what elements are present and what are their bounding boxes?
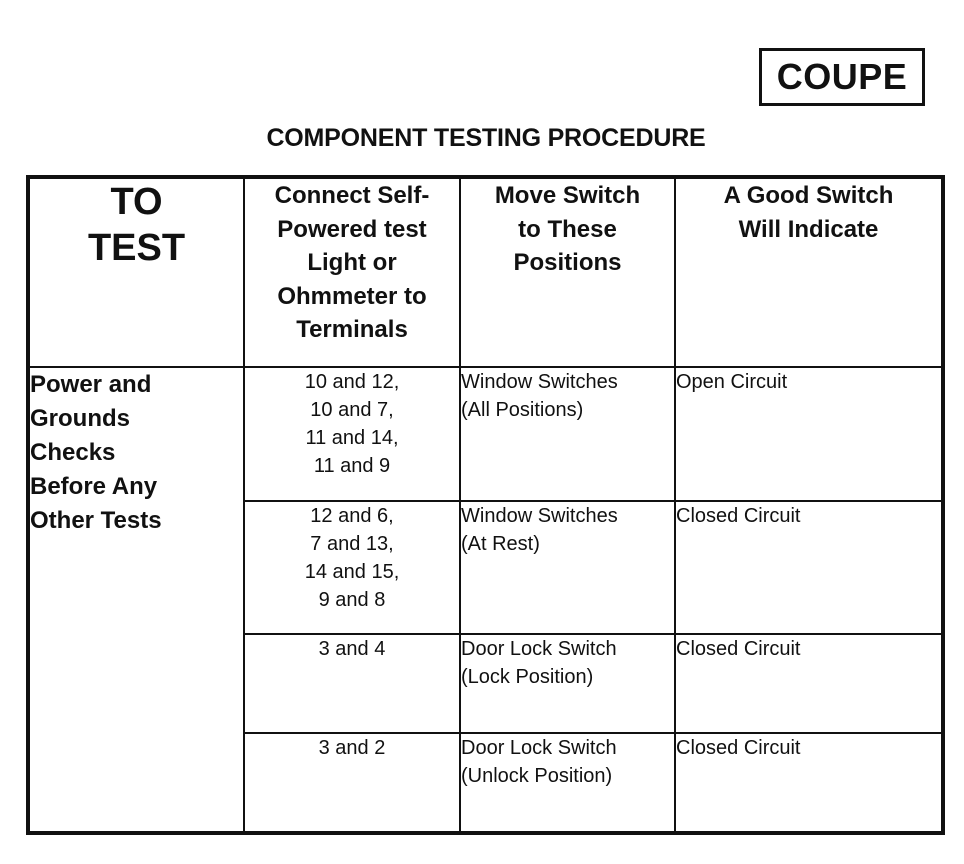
cell-line: 10 and 12, [304, 371, 400, 393]
label-line: Checks [30, 439, 116, 466]
header-line: Will Indicate [738, 215, 879, 243]
cell-line: 9 and 8 [318, 589, 386, 611]
page-title: COMPONENT TESTING PROCEDURE [266, 124, 706, 152]
positions-cell [460, 501, 675, 634]
cell-line: Closed Circuit [676, 638, 801, 660]
header-line: Terminals [296, 316, 408, 343]
result-cell [675, 733, 943, 833]
cell-line: Window Switches [461, 505, 618, 527]
header-connect-terminals [244, 177, 460, 367]
coupe-badge: COUPE [759, 48, 925, 106]
header-line: Powered test [277, 215, 427, 243]
cell-line: Open Circuit [676, 371, 788, 393]
terminals-cell [244, 733, 460, 833]
cell-line: 3 and 2 [318, 737, 386, 759]
cell-line: Closed Circuit [676, 737, 801, 759]
cell-line: 14 and 15, [304, 561, 400, 583]
header-line: Positions [513, 249, 622, 276]
header-to-test [28, 177, 244, 367]
cell-line: Window Switches [461, 371, 618, 393]
cell-line: 11 and 14, [305, 427, 399, 449]
cell-line: (All Positions) [461, 399, 584, 421]
to-test-label [28, 367, 244, 833]
header-line: TEST [87, 227, 186, 269]
cell-line: Door Lock Switch [461, 737, 617, 759]
header-move-switch [460, 177, 675, 367]
header-line: Move Switch [494, 182, 641, 209]
positions-cell [460, 367, 675, 501]
label-line: Before Any [30, 473, 158, 500]
result-cell [675, 367, 943, 501]
header-line: A Good Switch [723, 182, 894, 209]
positions-cell [460, 634, 675, 733]
component-testing-table [26, 175, 945, 835]
header-line: Ohmmeter to [277, 282, 427, 310]
header-line: Light or [307, 249, 397, 276]
result-cell [675, 634, 943, 733]
header-line: Connect Self- [274, 182, 430, 209]
terminals-cell [244, 634, 460, 733]
terminals-cell [244, 501, 460, 634]
cell-line: 12 and 6, [310, 505, 394, 527]
table-header-row [28, 177, 943, 367]
cell-line: 3 and 4 [318, 638, 386, 660]
label-line: Power and [30, 371, 152, 398]
header-good-switch [675, 177, 943, 367]
cell-line: 7 and 13, [310, 533, 394, 555]
cell-line: 10 and 7, [310, 399, 394, 421]
positions-cell [460, 733, 675, 833]
cell-line: Closed Circuit [676, 505, 801, 527]
cell-line: (Unlock Position) [461, 765, 613, 787]
cell-line: (Lock Position) [461, 666, 594, 688]
header-line: TO [110, 181, 163, 223]
label-line: Grounds [30, 405, 130, 432]
table-row [28, 367, 943, 501]
terminals-cell [244, 367, 460, 501]
cell-line: Door Lock Switch [461, 638, 617, 660]
cell-line: (At Rest) [461, 533, 540, 555]
header-line: to These [518, 215, 617, 243]
cell-line: 11 and 9 [313, 455, 391, 477]
result-cell [675, 501, 943, 634]
label-line: Other Tests [30, 507, 162, 534]
